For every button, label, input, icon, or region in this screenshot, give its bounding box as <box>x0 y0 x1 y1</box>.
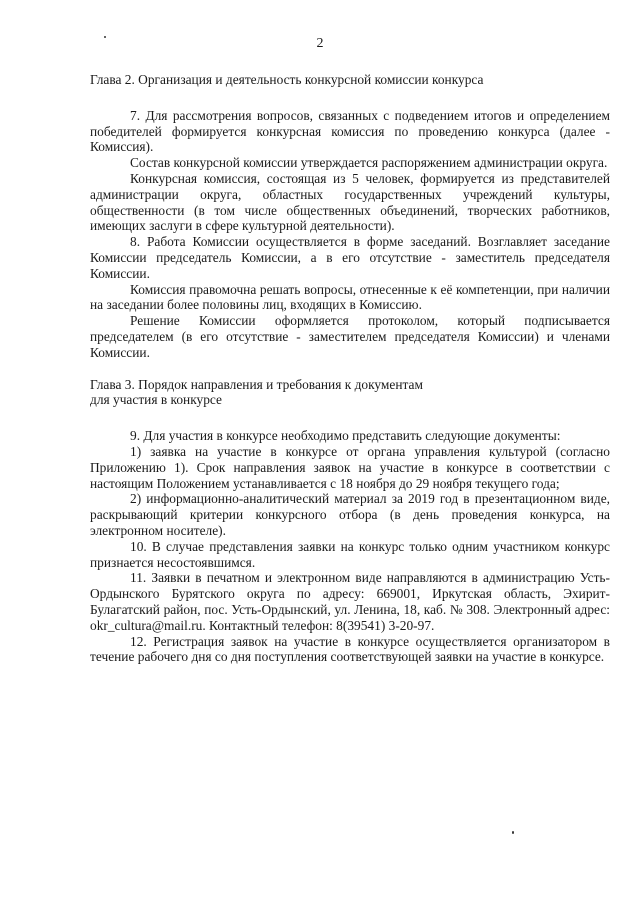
paragraph: 11. Заявки в печатном и электронном виде направляются в администрацию Усть-Ордынского Бурятского округа по адресу: 669001, Иркутская область, Эхирит-Булагатский район, пос. Усть-Ордынский, ул. Ленина, 18, каб. № 308. Электронный адрес: okr_cultura@mail.ru. Контактный телефон: 8(39541) 3-20-97. <box>90 570 610 633</box>
chapter-2-heading: Глава 2. Организация и деятельность конкурсной комиссии конкурса <box>90 72 484 87</box>
paragraph: 8. Работа Комиссии осуществляется в форме заседаний. Возглавляет заседание Комиссии председатель Комиссии, а в его отсутствие - заместитель председателя Комиссии. <box>90 234 610 281</box>
list-item: 2) информационно-аналитический материал за 2019 год в презентационном виде, раскрывающий критерии конкурсного отбора (в день проведения конкурса, на электронном носителе). <box>90 491 610 538</box>
paragraph: 12. Регистрация заявок на участие в конкурсе осуществляется организатором в течение рабочего дня со дня поступления соответствующей заявки на участие в конкурсе. <box>90 633 610 665</box>
page-number: 2 <box>316 36 324 51</box>
list-item: 1) заявка на участие в конкурсе от органа управления культурой (согласно Приложению 1). Срок направления заявок на участие в конкурсе в соответствии с настоящим Положением устанавливается с 18 ноября до 29 ноября текущего года; <box>90 443 610 491</box>
chapter-3-heading-line-2: для участия в конкурсе <box>90 392 222 408</box>
paragraph: 9. Для участия в конкурсе необходимо представить следующие документы: <box>130 428 561 444</box>
paragraph: Состав конкурсной комиссии утверждается распоряжением администрации округа. <box>130 155 608 171</box>
document-body <box>90 72 610 665</box>
chapter-3-heading-line-1: Глава 3. Порядок направления и требования к документам <box>90 376 423 392</box>
paragraph: Конкурсная комиссия, состоящая из 5 человек, формируется из представителей администрации округа, областных государственных учреждений культуры, общественности (в том числе общественных объединений, творческих работников, имеющих заслуги в сфере культурной деятельности). <box>90 170 610 234</box>
scan-speck <box>512 831 514 834</box>
paragraph: Решение Комиссии оформляется протоколом, который подписывается председателем (в его отсутствие - заместителем председателя Комиссии) и членами Комиссии. <box>90 313 610 360</box>
paragraph: 10. В случае представления заявки на конкурс только одним участником конкурс признается несостоявшимся. <box>90 538 610 570</box>
paragraph: 7. Для рассмотрения вопросов, связанных с подведением итогов и определением победителей формируется конкурсная комиссия по проведению конкурса (далее - Комиссия). <box>90 107 610 155</box>
paragraph: Комиссия правомочна решать вопросы, отнесенные к её компетенции, при наличии на заседании более половины лиц, входящих в Комиссию. <box>90 281 610 313</box>
